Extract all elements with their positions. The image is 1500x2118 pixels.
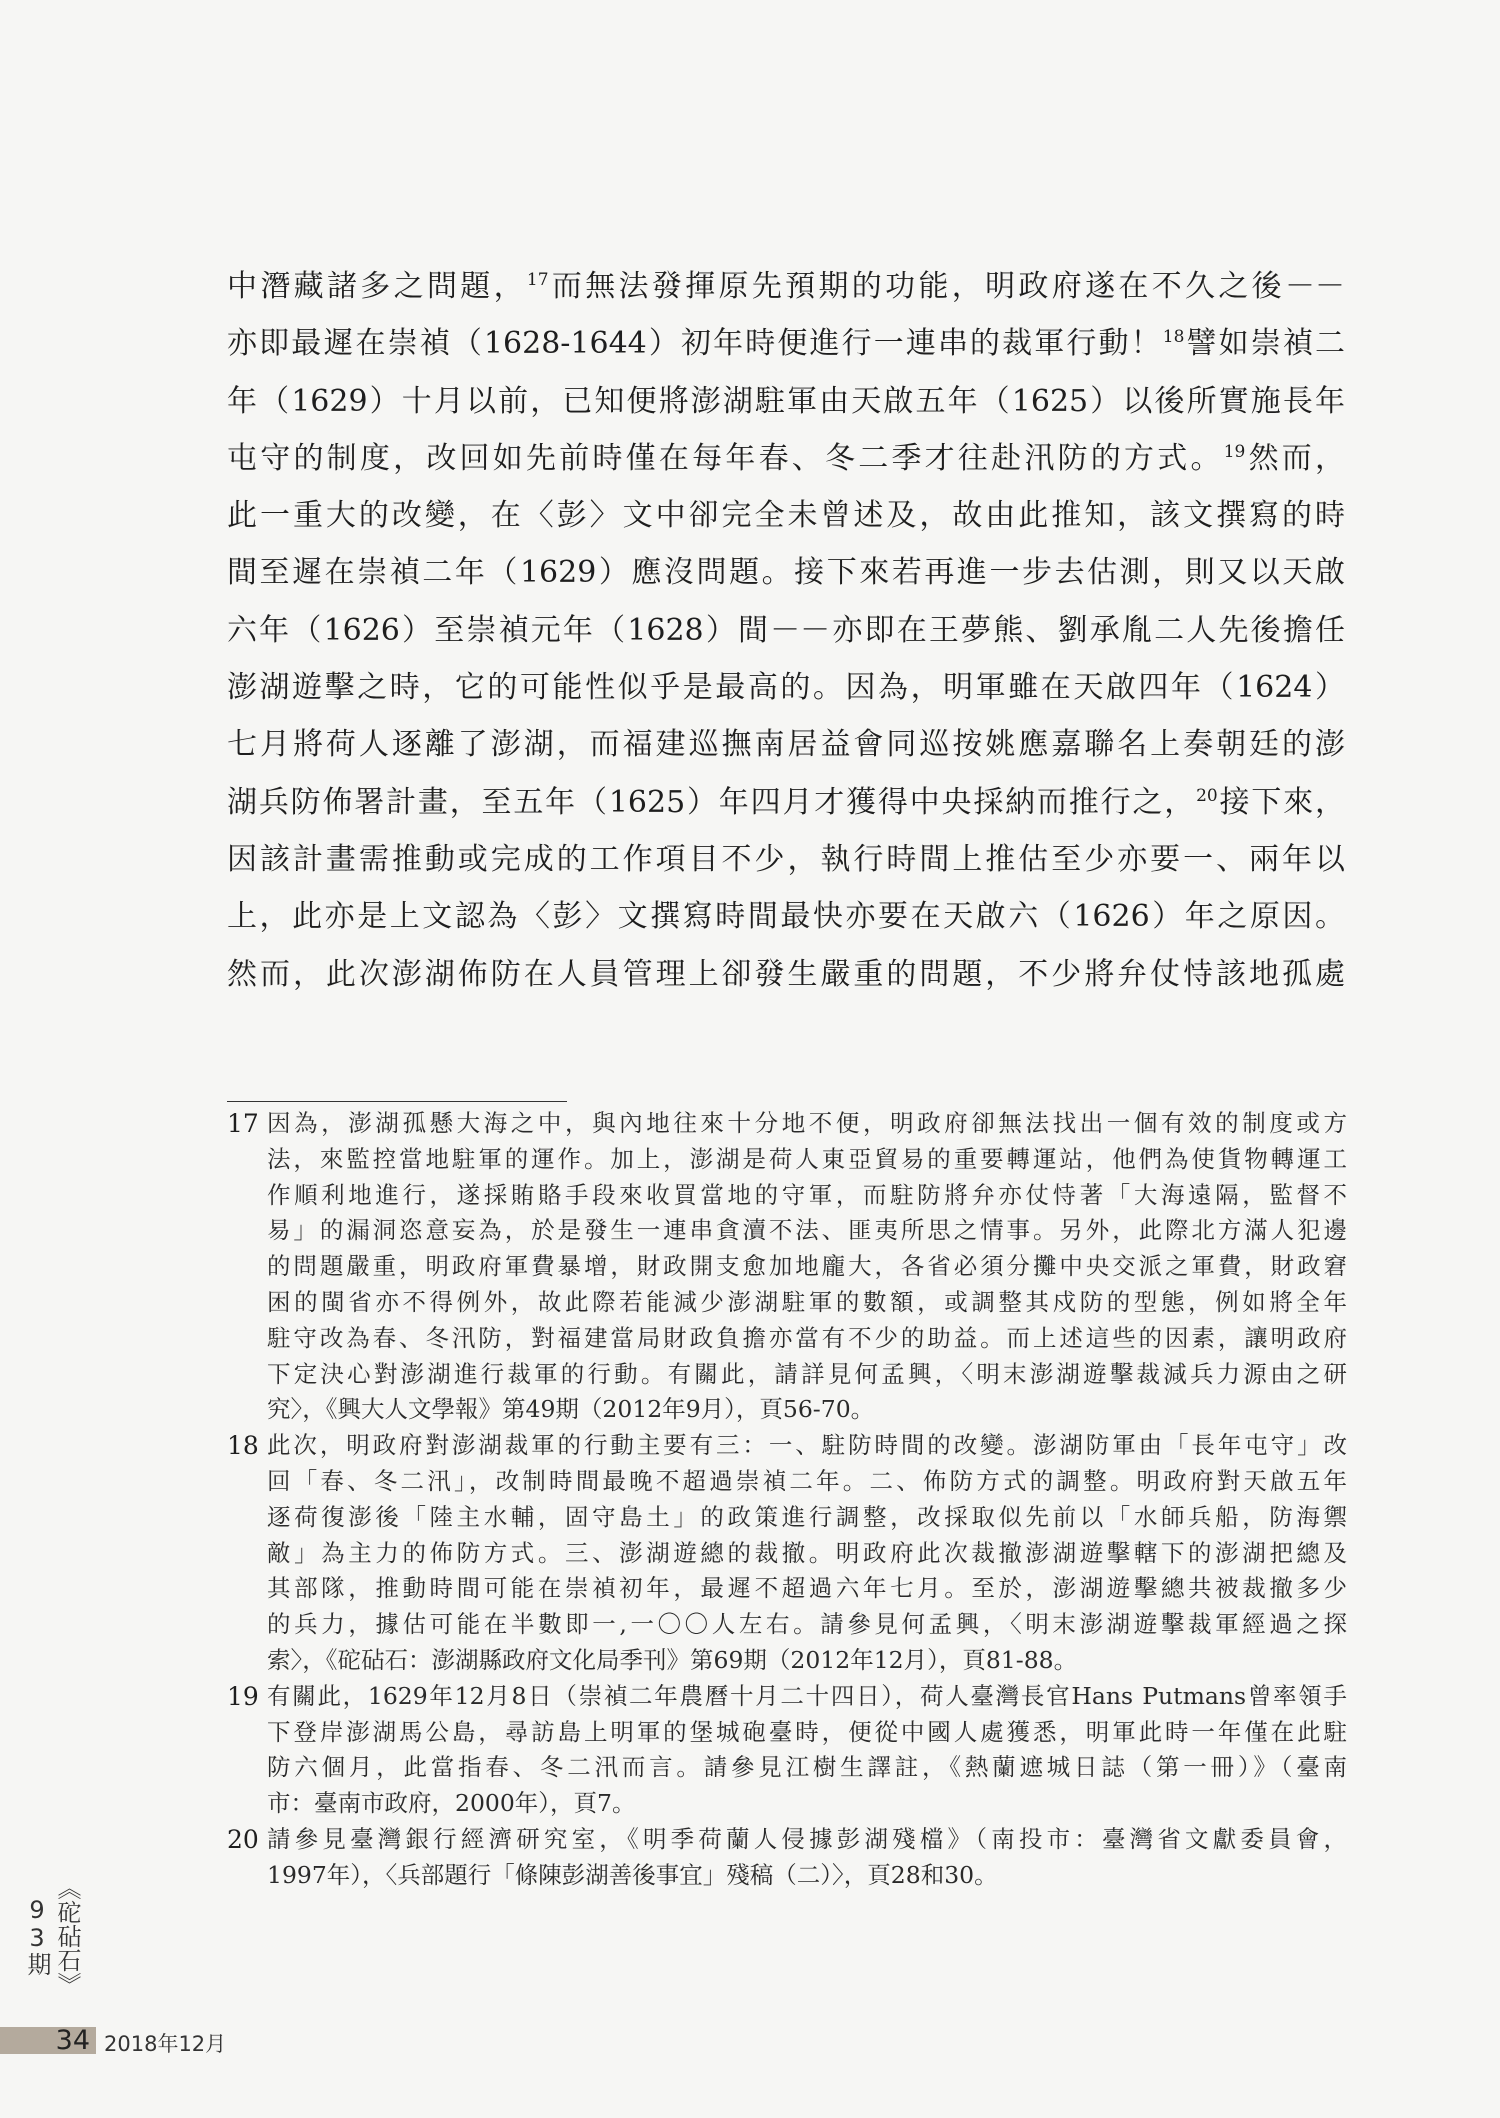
footnote-line: 索〉，《砣砧石：澎湖縣政府文化局季刊》第69期（2012年12月），頁81-88。 [267, 1645, 1078, 1674]
footnote-line: 1997年），〈兵部題行「條陳彭湖善後事宜」殘稿（二）〉，頁28和30。 [267, 1860, 998, 1889]
footnote-line: 市：臺南市政府，2000年），頁7。 [267, 1789, 636, 1818]
footnote-line: 易」的漏洞恣意妄為，於是發生一連串貪瀆不法、匪夷所思之情事。另外，此際北方滿人犯邊 [267, 1216, 1347, 1245]
footnote-line: 此次，明政府對澎湖裁軍的行動主要有三：一、駐防時間的改變。澎湖防軍由「長年屯守」改 [267, 1431, 1347, 1460]
footnote-number: 20 [227, 1824, 259, 1854]
journal-title-vertical: 《砣砧石》93期 [23, 1876, 81, 1996]
footnote-line: 防六個月，此當指春、冬二汛而言。請參見江樹生譯註，《熱蘭遮城日誌（第一冊）》（臺南 [267, 1753, 1347, 1782]
body-text-segment: 間至遲在崇禎二年（1629）應沒問題。接下來若再進一步去估測，則又以天啟 [227, 555, 1345, 591]
footnote-line: 究〉，《興大人文學報》第49期（2012年9月），頁56-70。 [267, 1395, 875, 1424]
footnote-line: 作順利地進行，遂採賄賂手段來收買當地的守軍，而駐防將弁亦仗恃著「大海遠隔，監督不 [267, 1180, 1347, 1209]
body-text-segment: 然而，此次澎湖佈防在人員管理上卻發生嚴重的問題，不少將弁仗恃該地孤處 [227, 956, 1345, 992]
body-line [227, 373, 1345, 430]
footnote-number: 18 [227, 1431, 259, 1461]
footnote-line: 敵」為主力的佈防方式。三、澎湖遊總的裁撤。明政府此次裁撤澎湖遊擊轄下的澎湖把總及 [267, 1538, 1347, 1567]
footnote-line: 法，來監控當地駐軍的運作。加上，澎湖是荷人東亞貿易的重要轉運站，他們為使貨物轉運工 [267, 1144, 1347, 1173]
body-text-segment: 此一重大的改變，在〈彭〉文中卻完全未曾述及，故由此推知，該文撰寫的時 [227, 498, 1345, 534]
page-number: 34 [55, 2025, 90, 2056]
body-text-segment: 澎湖遊擊之時，它的可能性似乎是最高的。因為，明軍雖在天啟四年（1624） [227, 670, 1345, 706]
footnotes [227, 1106, 1347, 1894]
body-text [227, 258, 1345, 1003]
footnote-line: 請參見臺灣銀行經濟研究室，《明季荷蘭人侵據彭湖殘檔》（南投市：臺灣省文獻委員會， [267, 1824, 1347, 1853]
body-text-segment: 譬如崇禎二 [1184, 326, 1345, 362]
footnote-17 [227, 1106, 1347, 1428]
footnote-line: 有關此，1629年12月8日（崇禎二年農曆十月二十四日），荷人臺灣長官Hans Putmans曾率領手 [267, 1681, 1347, 1710]
footnote-line: 困的閩省亦不得例外，故此際若能減少澎湖駐軍的數額，或調整其戍防的型態，例如將全年 [267, 1287, 1347, 1316]
body-text-segment: 然而， [1245, 440, 1346, 476]
body-text-segment: 屯守的制度，改回如先前時僅在每年春、冬二季才往赴汛防的方式。 [227, 440, 1224, 476]
body-text-segment: 六年（1626）至崇禎元年（1628）間－－亦即在王夢熊、劉承胤二人先後擔任 [227, 612, 1345, 648]
body-text-segment: 亦即最遲在崇禎（1628-1644）初年時便進行一連串的裁軍行動！ [227, 326, 1163, 362]
body-text-segment: 中潛藏諸多之問題， [227, 269, 527, 304]
issue-date: 2018年12月 [104, 2032, 227, 2056]
footnote-line: 的問題嚴重，明政府軍費暴增，財政開支愈加地龐大，各省必須分攤中央交派之軍費，財政窘 [267, 1252, 1347, 1281]
body-line [227, 544, 1345, 601]
footnote-line: 的兵力，據估可能在半數即一,一〇〇人左右。請參見何孟興，〈明末澎湖遊擊裁軍經過之探 [267, 1610, 1347, 1639]
body-line [227, 258, 1345, 315]
footnote-line: 因為，澎湖孤懸大海之中，與內地往來十分地不便，明政府卻無法找出一個有效的制度或方 [267, 1109, 1347, 1137]
footnote-line: 下登岸澎湖馬公島，尋訪島上明軍的堡城砲臺時，便從中國人處獲悉，明軍此時一年僅在此駐 [267, 1717, 1347, 1746]
footnote-line: 駐守改為春、冬汛防，對福建當局財政負擔亦當有不少的助益。而上述這些的因素，讓明政府 [267, 1323, 1347, 1352]
footnote-line: 逐荷復澎後「陸主水輔，固守島土」的政策進行調整，改採取似先前以「水師兵船，防海禦 [267, 1502, 1347, 1531]
body-line [227, 602, 1345, 659]
body-line [227, 487, 1345, 544]
body-text-segment: 接下來， [1217, 784, 1345, 820]
footnote-ref: 17 [526, 270, 549, 290]
body-line [227, 315, 1345, 372]
body-text-segment: 上，此亦是上文認為〈彭〉文撰寫時間最快亦要在天啟六（1626）年之原因。 [227, 899, 1345, 935]
footnote-ref: 20 [1196, 785, 1218, 806]
body-text-segment: 湖兵防佈署計畫，至五年（1625）年四月才獲得中央採納而推行之， [227, 784, 1197, 820]
footnote-line: 下定決心對澎湖進行裁軍的行動。有關此，請詳見何孟興，〈明末澎湖遊擊裁減兵力源由之研 [267, 1359, 1347, 1388]
body-line [227, 659, 1345, 716]
footnote-number: 19 [227, 1681, 259, 1711]
footnote-18 [227, 1428, 1347, 1679]
footnote-ref: 19 [1223, 441, 1246, 462]
body-line [227, 888, 1345, 945]
footnote-divider [227, 1101, 567, 1102]
body-line [227, 831, 1345, 888]
footnote-19 [227, 1679, 1347, 1822]
footnote-20 [227, 1822, 1347, 1894]
footnote-ref: 18 [1162, 327, 1185, 348]
body-text-segment: 因該計畫需推動或完成的工作項目不少，執行時間上推估至少亦要一、兩年以 [227, 841, 1345, 877]
body-line [227, 774, 1345, 831]
footnote-line: 其部隊，推動時間可能在崇禎初年，最遲不超過六年七月。至於，澎湖遊擊總共被裁撤多少 [267, 1574, 1347, 1603]
page-number-bar [0, 2027, 96, 2054]
body-line [227, 716, 1345, 773]
body-text-segment: 而無法發揮原先預期的功能，明政府遂在不久之後－－ [548, 269, 1346, 304]
body-text-segment: 七月將荷人逐離了澎湖，而福建巡撫南居益會同巡按姚應嘉聯名上奏朝廷的澎 [227, 727, 1345, 763]
body-line [227, 430, 1345, 487]
body-line [227, 946, 1345, 1003]
footnote-line: 回「春、冬二汛」，改制時間最晚不超過崇禎二年。二、佈防方式的調整。明政府對天啟五年 [267, 1466, 1347, 1495]
footnote-number: 17 [227, 1109, 259, 1138]
body-text-segment: 年（1629）十月以前，已知便將澎湖駐軍由天啟五年（1625）以後所實施長年 [227, 383, 1345, 419]
